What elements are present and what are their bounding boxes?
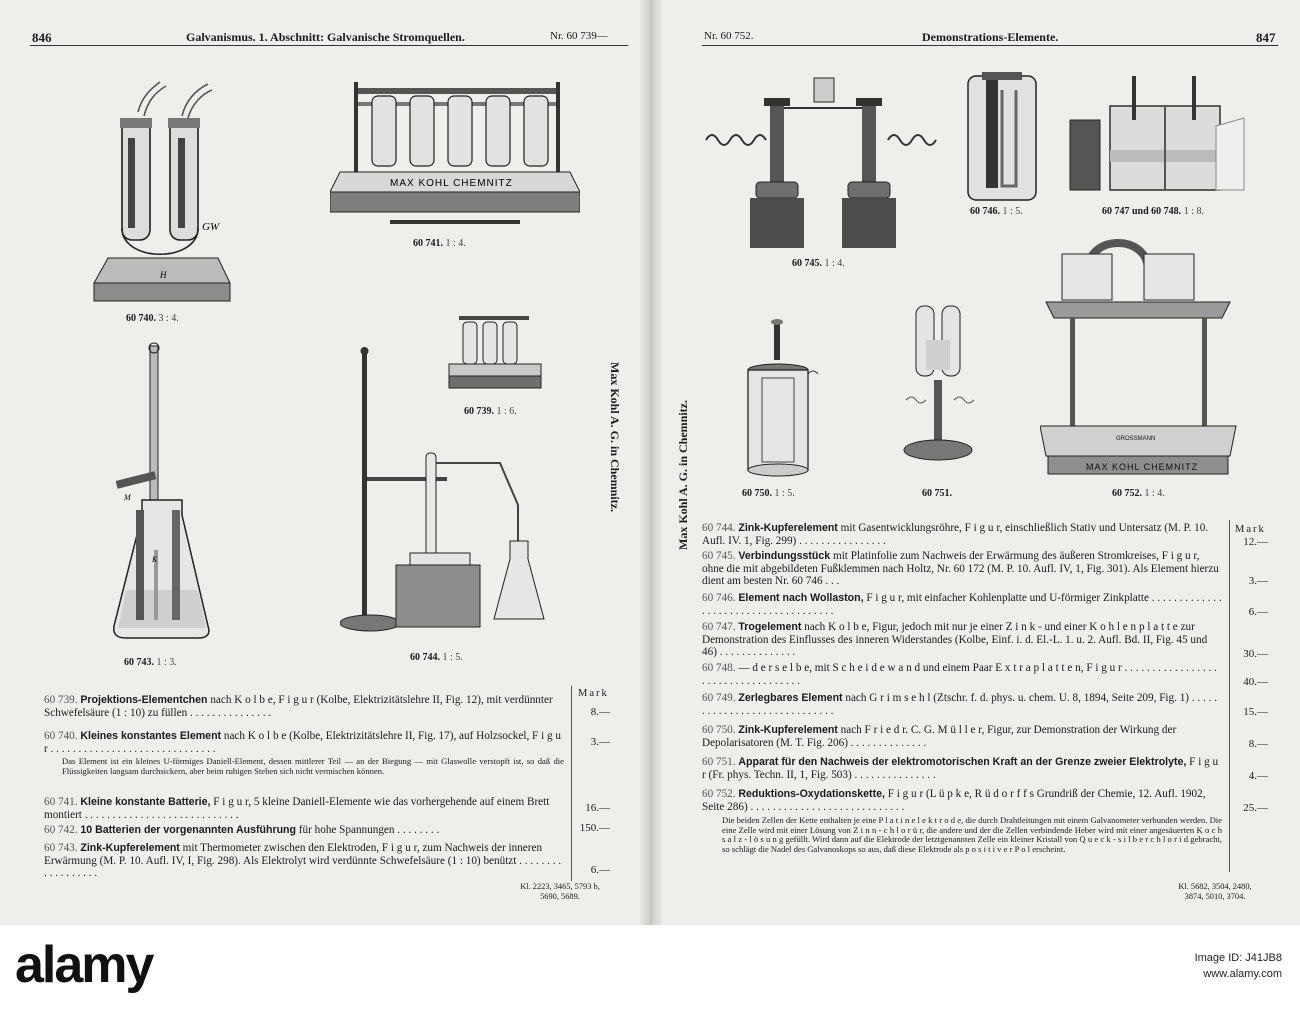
running-head: Galvanismus. 1. Abschnitt: Galvanische Stromquellen. — [186, 30, 465, 44]
image-id: Image ID: J41JB8 — [1194, 952, 1282, 964]
caption-60750: 60 750. 1 : 5. — [742, 488, 795, 499]
entry-60751: 60 751. Apparat für den Nachweis der elektromotorischen Kraft an der Grenze zweier Elektrolyte, F i g u r (Fr. phys. Techn. II, 1, Fig. 503) . . . . . . . . . . . . . . . — [702, 756, 1219, 781]
price-60741: 16.— — [585, 802, 610, 814]
watermark-logo: alamy — [15, 936, 153, 994]
watermark-info — [1195, 950, 1282, 982]
brand-label: MAX KOHL CHEMNITZ — [390, 178, 513, 189]
mark-header-right: Mark — [1235, 524, 1266, 535]
price-60745: 3.— — [1248, 575, 1268, 587]
caption-60739: 60 739. 1 : 6. — [464, 406, 517, 417]
entry-60746: 60 746. Element nach Wollaston, F i g u r, mit einfacher Kohlenplatte und U-förmiger Zinkplatte . . . . . . . . . . . . . . . . . . . . . . . . . . . . . . . . . . . . . — [702, 592, 1222, 617]
caption-60744: 60 744. 1 : 5. — [410, 652, 463, 663]
page-number-right: 847 — [1256, 30, 1276, 45]
figure-60746-illustration — [964, 70, 1040, 206]
page-number: 846 — [32, 30, 52, 45]
brand-label-right: MAX KOHL CHEMNITZ — [1086, 462, 1199, 472]
entry-60741: 60 741. Kleine konstante Batterie, F i g u r, 5 kleine Daniell-Elemente wie das vorhergehende auf einem Brett montiert . . . . . . . . . . . . . . . . . . . . . . . . . . . . — [44, 796, 550, 821]
entry-60747: 60 747. Trogelement nach K o l b e, Figur, jedoch mit nur je einer Z i n k - und einer K o h l e n p l a t t e zur Demonstration des Einflusses des inneren Widerstandes (Kolbe, Einf. i. d. El.-L. 1. u. 2. Aufl. Bd. II, Fig. 45 und 46) . . . . . . . . . . . . . . — [702, 621, 1208, 659]
note-60752: Die beiden Zellen der Kette enthalten je eine P l a t i n e l e k t r o d e, die durch Drahtleitungen mit einem Galvanometer verbunden werden. Die eine Zelle wird mit einer Lösung von Z i n n - c h l o r ü r, die andere und der die Zellen verbindende Heber wird mit einer angesäuerten K o c h s a l z - l ö s u n g gefüllt. Wird dann auf die Elektrode der letztgenannten Zelle ein kleiner Kristall von Q u e c k - s i l b e r c h l o r i d gebracht, so schlägt die Nadel des Galvanoskops so aus, daß diese Elektrode als p o s i t i v e r P o l erscheint. — [722, 815, 1222, 854]
figure-60744-illustration — [340, 345, 560, 640]
caption-60746: 60 746. 1 : 5. — [970, 206, 1023, 217]
header-rule — [30, 45, 628, 46]
watermark-strip — [0, 925, 1300, 1014]
price-60743: 6.— — [590, 864, 610, 876]
entry-60739: 60 739. Projektions-Elementchen nach K o l b e, F i g u r (Kolbe, Elektrizitätslehre II, Fig. 12), mit verdünnter Schwefelsäure (1 : 10) zu füllen . . . . . . . . . . . . . . . — [44, 694, 553, 719]
caption-60751: 60 751. — [922, 488, 952, 499]
entry-60740: 60 740. Kleines konstantes Element nach K o l b e (Kolbe, Elektrizitätslehre II, Fig. 17), auf Holzsockel, F i g u r . . . . . . . . . . . . . . . . . . . . . . . . . . . . . . — [44, 730, 561, 755]
price-60747: 30.— — [1243, 648, 1268, 660]
right-page — [652, 0, 1300, 925]
figure-60750-illustration — [742, 318, 822, 478]
entry-60749: 60 749. Zerlegbares Element nach G r i m s e h l (Ztschr. f. d. phys. u. chem. U. 8, 1894, Seite 209, Fig. 1) . . . . . . . . . . . . . . . . . . . . . . . . . . . . . — [702, 692, 1218, 717]
item-range: Nr. 60 739— — [550, 30, 608, 42]
kl-reference: Kl. 2223, 3465, 5793 b, 5690, 5689. — [520, 882, 600, 901]
price-60752: 25.— — [1243, 802, 1268, 814]
header-rule-right — [702, 45, 1278, 46]
entry-60748: 60 748. — d e r s e l b e, mit S c h e i d e w a n d und einem Paar E x t r a p l a t t e n, F i g u r . . . . . . . . . . . . . . . . . . . . . . . . . . . . . . . . . . . — [702, 662, 1217, 687]
price-60750: 8.— — [1248, 738, 1268, 750]
figure-60741-illustration — [330, 72, 580, 232]
entry-60743: 60 743. Zink-Kupferelement mit Thermometer zwischen den Elektroden, F i g u r, zum Nachweis der inneren Erwärmung (M. P. 10. Aufl. IV, I, Fig. 298). Als Elektrolyt wird verdünnte Schwefelsäure (1 : 10) benützt . . . . . . . . . . . . . . . . . . — [44, 842, 562, 880]
caption-60741: 60 741. 1 : 4. — [413, 238, 466, 249]
price-rule-right — [1229, 520, 1230, 872]
price-60742: 150.— — [579, 822, 610, 834]
price-60744: 12.— — [1243, 536, 1268, 548]
figure-60751-illustration — [898, 300, 988, 470]
entry-60742: 60 742. 10 Batterien der vorgenannten Ausführung für hohe Spannungen . . . . . . . . — [44, 824, 440, 836]
label-k: K — [152, 555, 158, 564]
price-60749: 15.— — [1243, 706, 1268, 718]
price-60746: 6.— — [1248, 606, 1268, 618]
figure-60745-illustration — [702, 72, 952, 252]
entry-60744: 60 744. Zink-Kupferelement mit Gasentwicklungsröhre, F i g u r, einschließlich Stativ und Untersatz (M. P. 10. Aufl. IV. 1, Fig. 299) . . . . . . . . . . . . . . . . — [702, 522, 1209, 547]
figure-60740-illustration — [90, 78, 240, 318]
item-range-right: Nr. 60 752. — [704, 30, 754, 42]
price-60740: 3.— — [590, 736, 610, 748]
spine-text-left: Max Kohl A. G. in Chemnitz. — [608, 362, 622, 513]
price-rule — [571, 686, 572, 881]
label-m: M — [124, 493, 131, 502]
note-60740: Das Element ist ein kleines U-förmiges Daniell-Element, dessen mittlerer Teil — an der Biegung — mit Glaswolle verstopft ist, so daß die Flüssigkeiten langsam durchsickern, aber beim ruhigen Stehen sich nicht vermischen können. — [62, 756, 564, 776]
label-h: H — [160, 270, 167, 280]
price-60751: 4.— — [1248, 770, 1268, 782]
entry-60745: 60 745. Verbindungsstück mit Platinfolie zum Nachweis der Erwärmung des äußeren Stromkreises, F i g u r, ohne die mit abgebildeten Fußklemmen nach Holtz, Nr. 60 172 (M. P. 10. Aufl. IV, 1, Fig. 301). Als Element hierzu dient am besten Nr. 60 746 . . . — [702, 550, 1219, 588]
caption-60747-60748: 60 747 und 60 748. 1 : 8. — [1102, 206, 1204, 217]
figure-60752-illustration — [1040, 230, 1240, 480]
entry-60750: 60 750. Zink-Kupferelement nach F r i e d r. C. G. M ü l l e r, Figur, zur Demonstration der Wirkung der Depolarisatoren (M. T. Fig. 206) . . . . . . . . . . . . . . — [702, 724, 1177, 749]
caption-60743: 60 743. 1 : 3. — [124, 657, 177, 668]
caption-60740: 60 740. 3 : 4. — [126, 313, 179, 324]
figure-60743-illustration — [106, 340, 216, 650]
label-plate: GROSSMANN — [1116, 436, 1156, 442]
label-gw: GW — [202, 221, 220, 233]
price-60739: 8.— — [590, 706, 610, 718]
caption-60752: 60 752. 1 : 4. — [1112, 488, 1165, 499]
running-head-right: Demonstrations-Elemente. — [922, 30, 1059, 44]
spine-text-right: Max Kohl A. G. in Chemnitz. — [676, 399, 690, 550]
entry-60752: 60 752. Reduktions-Oxydationskette, F i g u r (L ü p k e, R ü d o r f f s Grundriß der Chemie, 12. Aufl. 1902, Seite 286) . . . . . . . . . . . . . . . . . . . . . . . . . . . . — [702, 788, 1206, 813]
site-url: www.alamy.com — [1203, 968, 1282, 980]
caption-60745: 60 745. 1 : 4. — [792, 258, 845, 269]
mark-header: Mark — [578, 688, 609, 699]
left-page — [0, 0, 648, 925]
figure-60747-60748-illustration — [1066, 70, 1246, 200]
kl-reference-right: Kl. 5682, 3504, 2480, 3874, 5010, 3704. — [1178, 882, 1252, 901]
price-60748: 40.— — [1243, 676, 1268, 688]
